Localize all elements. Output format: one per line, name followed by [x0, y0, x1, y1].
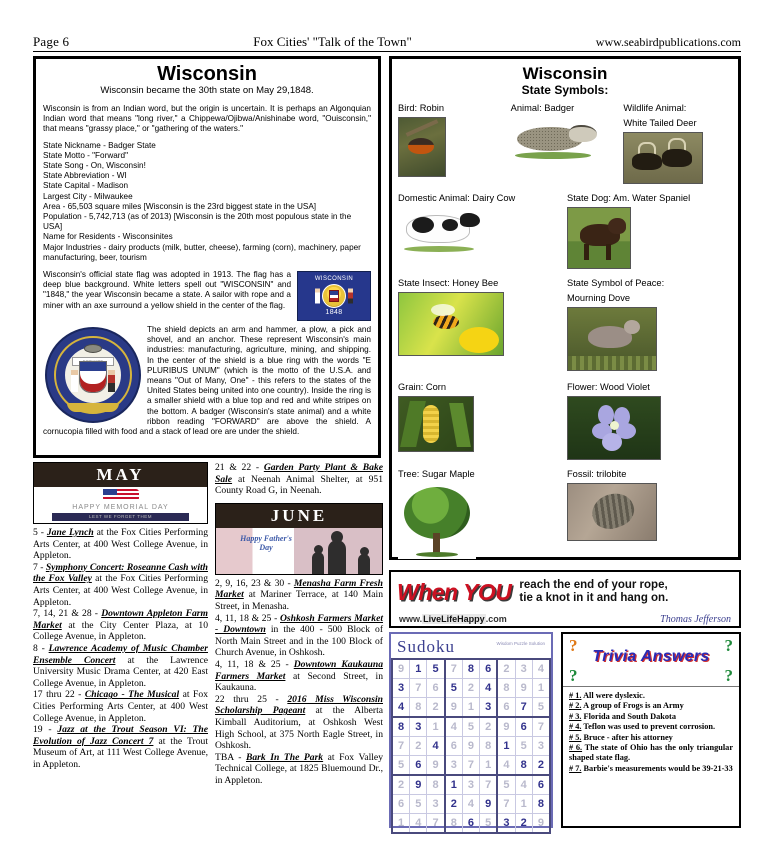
sudoku-cell[interactable]: 2 — [497, 659, 515, 679]
sudoku-cell[interactable]: 2 — [480, 717, 498, 737]
state-seal-image — [45, 327, 141, 423]
sudoku-cell[interactable]: 7 — [480, 775, 498, 795]
may-banner-strip-text: LEST WE FORGET THEM — [88, 514, 152, 519]
sudoku-cell[interactable]: 2 — [462, 679, 479, 698]
answer-text: A group of Frogs is an Army — [581, 701, 684, 711]
wisconsin-info-panel — [33, 56, 381, 458]
flag-bottom-text: 1848 — [325, 308, 343, 316]
fact-item: State Motto - "Forward" — [43, 150, 128, 160]
flag-sailor-figure — [315, 289, 320, 304]
event-name: Bark In The Park — [245, 751, 324, 763]
url-prefix: www. — [399, 614, 423, 624]
fact-item: State Abbreviation - WI — [43, 171, 127, 181]
sudoku-cell[interactable]: 4 — [532, 659, 550, 679]
sudoku-row — [392, 737, 550, 756]
sudoku-header — [391, 634, 551, 656]
sudoku-cell[interactable]: 6 — [497, 698, 515, 718]
wisconsin-info-title: Wisconsin — [157, 63, 257, 85]
symbol-animal-label: Animal: Badger — [510, 103, 575, 113]
sudoku-cell[interactable]: 6 — [427, 679, 445, 698]
sudoku-cell[interactable]: 3 — [427, 795, 445, 814]
symbol-flower — [567, 381, 732, 460]
sudoku-cell[interactable]: 3 — [497, 814, 515, 834]
event-date: 4, 11, 18 & 25 - — [215, 612, 280, 624]
symbol-state-insect — [398, 277, 563, 371]
us-flag-icon — [103, 489, 139, 501]
june-banner-text: Happy Father's Day — [240, 533, 292, 552]
event-name: Jane Lynch — [46, 527, 94, 538]
sudoku-cell[interactable]: 4 — [427, 737, 445, 756]
answer-number: # 5. — [569, 732, 582, 742]
event-date: 8 - — [33, 642, 49, 654]
question-mark-icon: ? — [724, 636, 733, 655]
fact-item: Major Industries - dairy products (milk, butter, cheese), farming (corn), machinery, paper manufacturing, beer, tourism — [43, 242, 361, 262]
symbol-corn-label: Grain: Corn — [398, 382, 447, 392]
sudoku-cell[interactable]: 7 — [532, 717, 550, 737]
symbols-subtitle: State Symbols: — [521, 83, 609, 97]
sudoku-cell[interactable]: 7 — [410, 679, 427, 698]
event-name: Menasha Farm Fresh Market — [215, 577, 383, 601]
event-details: at Mariner Terrace, at 140 Main Street, in Menasha. — [215, 589, 383, 612]
page-number: Page 6 — [33, 34, 70, 49]
sudoku-cell[interactable]: 1 — [532, 679, 550, 698]
event-date: 22 thru 25 - — [215, 693, 288, 705]
trivia-answer — [569, 712, 733, 722]
sudoku-cell[interactable]: 5 — [515, 737, 532, 756]
question-mark-icon: ? — [724, 666, 733, 685]
symbol-state-dog — [567, 192, 732, 269]
sudoku-cell[interactable]: 9 — [462, 737, 479, 756]
answer-number: # 2. — [569, 701, 582, 711]
masthead — [33, 28, 741, 50]
flag-paragraph: Wisconsin's official state flag was adopted in 1913. The flag has a deep blue background. White letters spell out "WISCONSIN" and "1848," the year Wisconsin became a state. A sailor with rope and a miner with an axe surround a yellow shield in the center of the flag. — [43, 270, 291, 310]
event-details: in the 400 - 500 Block of North Main Street and in the 100 Block of Church Avenue, in Oshkosh. — [215, 624, 384, 659]
sudoku-cell[interactable]: 2 — [532, 756, 550, 776]
event-item — [215, 613, 383, 659]
sudoku-cell[interactable]: 6 — [410, 756, 427, 776]
symbol-domestic-animal — [398, 192, 563, 269]
sudoku-cell[interactable]: 7 — [427, 814, 445, 834]
may-banner-strip — [52, 513, 189, 521]
event-details: at the Fox Cities Performing Arts Center, at 400 West College Avenue, in Appleton. — [33, 573, 209, 608]
event-date: 19 - — [33, 724, 58, 736]
event-item — [215, 694, 383, 752]
wisconsin-facts-list — [36, 141, 378, 263]
wood-violet-photo — [567, 396, 661, 460]
fact-item: Largest City - Milwaukee — [43, 191, 133, 201]
symbols-row-4 — [392, 381, 738, 460]
sudoku-cell[interactable]: 5 — [480, 814, 498, 834]
fact-item: Area - 65,503 square miles [Wisconsin is the 23rd biggest state in the USA] — [43, 201, 317, 211]
symbols-row-5 — [392, 468, 738, 559]
family-silhouette-icon — [296, 534, 376, 574]
event-details: at the Alberta Kimball Auditorium, at Oshkosh West High School, at 375 North Eagle Street, in Oshkosh. — [215, 705, 383, 752]
event-details: at Fox Cities Performing Arts Center, at 400 West College Avenue, in Appleton. — [33, 689, 208, 724]
event-name: Garden Party Plant & Bake Sale — [215, 462, 383, 485]
quote-advertisement — [389, 570, 741, 628]
seal-sailor-figure — [71, 370, 78, 392]
event-name: Symphony Concert: Roseanne Cash with the Fox Valley — [33, 561, 208, 585]
event-item — [33, 689, 208, 724]
quote-body — [519, 579, 668, 606]
sudoku-cell[interactable]: 8 — [427, 775, 445, 795]
sudoku-cell[interactable]: 2 — [515, 814, 532, 834]
event-item — [215, 752, 383, 787]
wisconsin-seal-icon — [45, 327, 141, 423]
quote-main-row — [391, 572, 739, 611]
may-banner-text: HAPPY MEMORIAL DAY — [72, 504, 169, 511]
wisconsin-flag-section — [36, 270, 378, 325]
trivia-answer — [569, 691, 733, 701]
sudoku-cell[interactable]: 5 — [427, 659, 445, 679]
question-mark-icon: ? — [569, 666, 578, 685]
sudoku-row — [392, 756, 550, 776]
sudoku-cell[interactable]: 1 — [410, 659, 427, 679]
event-name: 2016 Miss Wisconsin Scholarship Pageant — [215, 693, 383, 717]
sudoku-cell[interactable]: 8 — [532, 795, 550, 814]
answer-text: Bruce - after his attorney — [581, 732, 673, 742]
sudoku-cell[interactable]: 1 — [480, 756, 498, 776]
seal-bottom-band — [67, 403, 119, 412]
trivia-answer — [569, 743, 733, 764]
sudoku-cell[interactable]: 6 — [515, 717, 532, 737]
event-date: 21 & 22 - — [215, 462, 264, 473]
publication-website: www.seabirdpublications.com — [595, 35, 741, 49]
trivia-answer — [569, 701, 733, 711]
flag-top-text: WISCONSIN — [314, 276, 354, 283]
sudoku-cell[interactable]: 6 — [445, 737, 463, 756]
sudoku-row — [392, 698, 550, 718]
flag-miner-figure — [348, 289, 353, 304]
event-details: at Second Street, in Kaukauna. — [215, 670, 383, 694]
sudoku-cell[interactable]: 5 — [410, 795, 427, 814]
event-item — [33, 724, 208, 770]
fact-item: Name for Residents - Wisconsinites — [43, 232, 173, 242]
sudoku-cell[interactable]: 3 — [480, 698, 498, 718]
sudoku-cell[interactable]: 3 — [462, 775, 479, 795]
june-events-column — [215, 462, 383, 856]
sudoku-cell[interactable]: 6 — [392, 795, 410, 814]
masthead-divider — [33, 51, 741, 52]
url-suffix: .com — [485, 614, 507, 624]
sudoku-cell[interactable]: 3 — [410, 717, 427, 737]
answer-text: Teflon was used to prevent corrosion. — [581, 722, 716, 732]
sudoku-cell[interactable]: 9 — [532, 814, 550, 834]
quote-url[interactable] — [399, 614, 507, 624]
sudoku-cell[interactable]: 9 — [515, 679, 532, 698]
sudoku-row — [392, 679, 550, 698]
june-banner-art — [216, 528, 382, 574]
wisconsin-origin-text — [36, 104, 378, 135]
origin-paragraph: Wisconsin is from an Indian word, but the origin is uncertain. It is perhaps an Algonquian Indian word that means "long river," a Chippewa/Ojibwa/Anishinabe word, "Ouisconsin," that means "grassy place," or "gathering of the waters." — [43, 104, 371, 134]
symbol-dove-label-2: Mourning Dove — [567, 293, 631, 303]
sudoku-cell[interactable]: 9 — [480, 795, 498, 814]
answer-number: # 3. — [569, 711, 582, 721]
sudoku-panel — [389, 632, 553, 828]
sudoku-cell[interactable]: 7 — [392, 737, 410, 756]
event-item — [33, 527, 208, 562]
sudoku-cell[interactable]: 1 — [427, 717, 445, 737]
quote-line-1: reach the end of your rope, — [519, 578, 668, 591]
fact-item: State Nickname - Badger State — [43, 140, 156, 150]
sudoku-cell[interactable]: 2 — [445, 795, 463, 814]
sudoku-cell[interactable]: 3 — [532, 737, 550, 756]
symbol-cow-label: Domestic Animal: Dairy Cow — [398, 193, 516, 203]
event-details: at the Lawrence University Music Drama Center, at 420 East College Avenue, in Appleton. — [33, 654, 208, 689]
publication-title: Fox Cities' "Talk of the Town" — [253, 34, 412, 49]
event-details: at Neenah Animal Shelter, at 951 County Road G, in Neenah. — [215, 473, 383, 497]
june-banner-month: JUNE — [216, 504, 382, 528]
sudoku-row — [392, 795, 550, 814]
event-details: at the Fox Cities Performing Arts Center, at 400 West College Avenue, in Appleton. — [33, 527, 208, 562]
answer-text: Barbie's measurements would be 39-21-33 — [581, 763, 733, 773]
sudoku-cell[interactable]: 7 — [462, 756, 479, 776]
fact-item: State Song - On, Wisconsin! — [43, 161, 146, 171]
event-date: 2, 9, 16, 23 & 30 - — [215, 577, 294, 589]
may-banner-art — [34, 487, 207, 523]
fact-item: Population - 5,742,713 (as of 2013) [Wisconsin is the 20th most populous state in the USA] — [43, 212, 352, 232]
event-name: Lawrence Academy of Music Chamber Ensemble Concert — [33, 642, 208, 666]
sudoku-title: Sudoku — [397, 637, 455, 656]
event-name: Downtown Kaukauna Farmers Market — [215, 658, 383, 682]
sudoku-cell[interactable]: 6 — [480, 659, 498, 679]
sudoku-cell[interactable]: 4 — [515, 775, 532, 795]
trivia-answer — [569, 764, 733, 774]
trivia-title: Trivia Answers — [592, 648, 710, 665]
wisconsin-info-subtitle: Wisconsin became the 30th state on May 29,1848. — [100, 85, 314, 96]
may-banner — [33, 462, 208, 524]
deer-photo — [623, 132, 703, 184]
state-flag-image — [297, 271, 371, 321]
trivia-answer-list — [563, 687, 739, 774]
symbol-peace — [567, 277, 732, 371]
water-spaniel-photo — [567, 207, 631, 269]
sudoku-cell[interactable]: 9 — [392, 659, 410, 679]
answer-number: # 1. — [569, 691, 582, 700]
wisconsin-seal-section — [36, 325, 378, 443]
sudoku-cell[interactable]: 9 — [410, 775, 427, 795]
answer-number: # 4. — [569, 722, 582, 732]
event-date: 5 - — [33, 527, 47, 538]
quote-attribution: Thomas Jefferson — [660, 613, 731, 625]
sudoku-cell[interactable]: 4 — [480, 679, 498, 698]
sudoku-row — [392, 775, 550, 795]
sudoku-grid — [391, 658, 551, 834]
sudoku-cell[interactable]: 1 — [445, 775, 463, 795]
symbol-wildlife-label: Wildlife Animal: — [623, 103, 687, 113]
sudoku-cell[interactable]: 8 — [462, 659, 479, 679]
event-date: 4, 11, 18 & 25 - — [215, 658, 294, 670]
event-date: TBA - — [215, 751, 246, 763]
symbol-dove-label: State Symbol of Peace: — [567, 278, 665, 288]
seal-badger-icon — [84, 344, 102, 353]
event-item — [215, 578, 383, 613]
answer-number: # 7. — [569, 763, 582, 773]
sudoku-row — [392, 659, 550, 679]
event-name: Jazz at the Trout Season VI: The Evolution of Jazz Concert 7 — [33, 724, 208, 747]
flag-crest-icon — [322, 284, 346, 308]
trivia-header — [563, 634, 739, 687]
sudoku-cell[interactable]: 4 — [392, 698, 410, 718]
event-date: 7 - — [33, 561, 46, 573]
robin-photo — [398, 117, 446, 177]
symbol-fossil-label: Fossil: trilobite — [567, 469, 627, 479]
symbol-maple-label: Tree: Sugar Maple — [398, 469, 475, 479]
badger-photo — [511, 117, 601, 161]
answer-text: Florida and South Dakota — [581, 711, 676, 721]
sudoku-cell[interactable]: 5 — [445, 679, 463, 698]
question-mark-icon: ? — [569, 636, 578, 655]
honey-bee-photo — [398, 292, 504, 356]
sudoku-cell[interactable]: 1 — [462, 698, 479, 718]
event-name: Oshkosh Farmers Market - Downtown — [215, 612, 383, 636]
sudoku-cell[interactable]: 4 — [410, 814, 427, 834]
event-item — [215, 659, 383, 694]
sudoku-cell[interactable]: 2 — [410, 737, 427, 756]
sudoku-cell[interactable]: 1 — [497, 737, 515, 756]
sudoku-cell[interactable]: 8 — [392, 717, 410, 737]
symbols-row-2 — [392, 192, 738, 269]
sudoku-cell[interactable]: 5 — [392, 756, 410, 776]
symbol-fossil — [567, 468, 732, 559]
event-date: 17 thru 22 - — [33, 689, 85, 701]
dairy-cow-photo — [398, 207, 484, 253]
sudoku-cell[interactable]: 2 — [392, 775, 410, 795]
trivia-answer — [569, 733, 733, 743]
symbol-bird — [398, 102, 507, 184]
sudoku-cell[interactable]: 8 — [515, 756, 532, 776]
sudoku-cell[interactable]: 8 — [497, 679, 515, 698]
symbol-tree — [398, 468, 563, 559]
sudoku-cell[interactable]: 4 — [462, 795, 479, 814]
sudoku-cell[interactable]: 5 — [497, 775, 515, 795]
sudoku-cell[interactable]: 9 — [497, 717, 515, 737]
sudoku-cell[interactable]: 9 — [427, 756, 445, 776]
symbol-violet-label: Flower: Wood Violet — [567, 382, 650, 392]
sudoku-cell[interactable]: 5 — [532, 698, 550, 718]
trilobite-photo — [567, 483, 657, 541]
sudoku-cell[interactable]: 6 — [462, 814, 479, 834]
sudoku-cell[interactable]: 7 — [515, 698, 532, 718]
sudoku-cell[interactable]: 4 — [497, 756, 515, 776]
sudoku-note: Wisdom Puzzle Solution — [496, 641, 545, 646]
seal-shield-icon — [79, 361, 107, 393]
symbols-title: Wisconsin — [522, 64, 608, 83]
symbols-row-3 — [392, 277, 738, 371]
sudoku-row — [392, 717, 550, 737]
event-name: Chicago - The Musical — [84, 689, 180, 701]
event-details: at the Trout Museum of Art, at 111 West College Avenue, in Appleton. — [33, 735, 208, 770]
sudoku-cell[interactable]: 8 — [410, 698, 427, 718]
event-details: at Fox Valley Technical College, at 1825 Bluemound Dr., in Appleton. — [215, 751, 383, 786]
quote-footer — [391, 611, 739, 627]
sudoku-cell[interactable]: 7 — [497, 795, 515, 814]
sudoku-cell[interactable]: 2 — [427, 698, 445, 718]
answer-number: # 6. — [569, 743, 583, 753]
sudoku-cell[interactable]: 3 — [515, 659, 532, 679]
trivia-answer — [569, 722, 733, 732]
sudoku-cell[interactable]: 6 — [532, 775, 550, 795]
url-brand: LiveLifeHappy — [423, 614, 485, 624]
wisconsin-flag-icon — [297, 271, 371, 321]
seal-paragraph: The shield depicts an arm and hammer, a plow, a pick and shovel, and an anchor. These represent Wisconsin's main industries: manufacturing, agriculture, mining, and shipping. In the center of the shield is a blue ring with the words "E PLURIBUS UNUM" (which is the motto of the U.S.A. and means "Out of Many, One" - this refers to the states of the United States being united into one country). Inside the ring is a smaller shield with a blue top and red and white stripes on the bottom. A badger (Wisconsin's state animal) and a white ribbon reading "FORWARD" are above the shield. A cornucopia filled with food and a stack of lead ore are under the shield. — [43, 325, 371, 437]
sudoku-cell[interactable]: 9 — [445, 698, 463, 718]
sudoku-cell[interactable]: 8 — [445, 814, 463, 834]
event-item — [33, 562, 208, 608]
corn-photo — [398, 396, 474, 452]
seal-miner-figure — [108, 370, 115, 392]
event-item — [215, 462, 383, 497]
event-name: Downtown Appleton Farm Market — [33, 608, 208, 631]
june-banner — [215, 503, 383, 575]
symbol-wildlife-animal — [623, 102, 732, 184]
symbol-grain — [398, 381, 563, 460]
sudoku-cell[interactable]: 3 — [445, 756, 463, 776]
answer-text: The state of Ohio has the only triangular shaped state flag. — [569, 743, 733, 763]
symbol-dog-label: State Dog: Am. Water Spaniel — [567, 193, 691, 203]
sudoku-cell[interactable]: 4 — [445, 717, 463, 737]
may-events-column — [33, 462, 208, 856]
symbol-wildlife-label-2: White Tailed Deer — [623, 118, 697, 128]
fact-item: State Capital - Madison — [43, 181, 129, 191]
event-details: at the City Center Plaza, at 10 College Avenue, in Appleton. — [33, 619, 208, 643]
trivia-answers-panel — [561, 632, 741, 828]
sudoku-cell[interactable]: 3 — [392, 679, 410, 698]
symbol-bird-label: Bird: Robin — [398, 103, 444, 113]
event-date: 7, 14, 21 & 28 - — [33, 608, 102, 620]
sudoku-cell[interactable]: 1 — [392, 814, 410, 834]
event-item — [33, 608, 208, 643]
mourning-dove-photo — [567, 307, 657, 371]
answer-text: All were dyslexic. — [581, 691, 645, 700]
sudoku-cell[interactable]: 8 — [480, 737, 498, 756]
symbol-bee-label: State Insect: Honey Bee — [398, 278, 499, 288]
symbols-row-1 — [392, 102, 738, 184]
symbol-animal — [511, 102, 620, 184]
event-item — [33, 643, 208, 689]
sudoku-cell[interactable]: 5 — [462, 717, 479, 737]
sugar-maple-photo — [398, 483, 476, 559]
may-banner-month: MAY — [34, 463, 207, 487]
state-symbols-panel — [389, 56, 741, 560]
quote-line-2: tie a knot in it and hang on. — [519, 592, 669, 604]
sudoku-row — [392, 814, 550, 834]
sudoku-cell[interactable]: 7 — [445, 659, 463, 679]
sudoku-cell[interactable]: 1 — [515, 795, 532, 814]
quote-headline: When YOU — [397, 579, 512, 605]
